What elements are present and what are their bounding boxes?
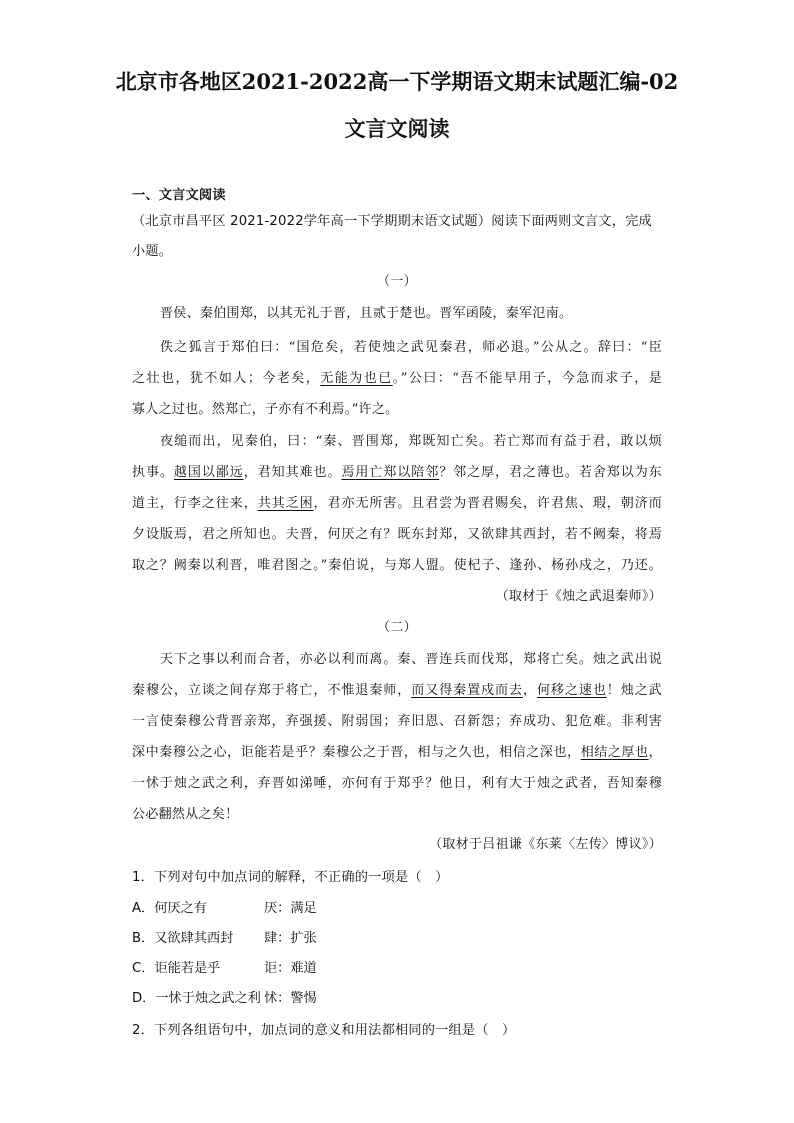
text-run: 之壮也，犹不如人；今老矣， xyxy=(132,371,321,386)
text-run: ， xyxy=(523,683,537,698)
passage1-paragraph2-line3: 寡人之过也。然郑亡，子亦有不利焉。”许之。 xyxy=(132,402,399,417)
option-gloss: 厌：满足 xyxy=(264,901,317,916)
passage1-source: （取材于《烛之武退秦师》） xyxy=(495,589,662,604)
text-run: ，君知其难也。 xyxy=(243,465,342,480)
passage2-line1: 天下之事以利而合者，亦必以利而离。秦、晋连兵而伐郑，郑将亡矣。烛之武出说 xyxy=(160,652,662,667)
underlined-phrase: 何移之速也 xyxy=(536,683,607,698)
option-sentence: C．讵能若是乎 xyxy=(132,961,221,976)
passage1-paragraph3-line1: 夜缒而出，见秦伯，曰：“秦、晋围郑，郑既知亡矣。若亡郑而有益于君，敢以烦 xyxy=(160,434,662,449)
passage2-line6: 公必翻然从之矣！ xyxy=(132,807,239,822)
question1-option-b xyxy=(132,929,317,949)
question1-option-a xyxy=(132,899,317,919)
question2-stem: 2．下列各组语句中，加点词的意义和用法都相同的一组是（ ） xyxy=(132,1023,516,1038)
section-intro-line2: 小题。 xyxy=(132,244,173,259)
section-intro-line1: （北京市昌平区 2021-2022学年高一下学期期末语文试题）阅读下面两则文言文，完成 xyxy=(132,214,652,229)
text-run: 秦穆公，立谈之间存郑于将亡，不惟退秦师， xyxy=(132,683,412,698)
passage1-paragraph3-line4: 夕设版焉，君之所知也。夫晋，何厌之有？既东封郑，又欲肆其西封，若不阙秦，将焉 xyxy=(132,527,662,542)
passage2-line5: 一怵于烛之武之利，弃晋如涕唾，亦何有于郑乎？他日，利有大于烛之武者，吾知秦穆 xyxy=(132,776,662,791)
underlined-phrase: 焉用亡郑以陪邻 xyxy=(341,465,440,480)
text-run: 道主，行李之往来， xyxy=(132,496,258,511)
option-sentence: B．又欲肆其西封 xyxy=(132,931,234,946)
passage2-line2 xyxy=(132,681,662,701)
passage2-source: （取材于吕祖谦《东莱〈左传〉博议》） xyxy=(429,837,662,852)
option-sentence: A．何厌之有 xyxy=(132,901,207,916)
passage1-paragraph1: 晋侯、秦伯围郑，以其无礼于晋，且贰于楚也。晋军函陵，秦军氾南。 xyxy=(160,306,573,321)
text-run: ？邻之厚，君之薄也。若舍郑以为东 xyxy=(439,465,662,480)
passage2-line3: 一言使秦穆公背晋亲郑，弃强援、附弱国；弃旧恩、召新怨；弃成功、犯危难。非利害 xyxy=(132,714,662,729)
option-gloss: 讵：难道 xyxy=(264,961,317,976)
question1-option-c xyxy=(132,959,317,979)
text-run: 执事。 xyxy=(132,465,174,480)
passage1-label: （一） xyxy=(377,274,417,289)
document-title-line1: 北京市各地区2021-2022高一下学期语文期末试题汇编-02 xyxy=(115,69,679,94)
option-gloss: 怵：警惕 xyxy=(264,991,317,1006)
text-run: ！烛之武 xyxy=(606,683,662,698)
passage1-paragraph3-line3 xyxy=(132,494,662,514)
question1-option-d xyxy=(132,989,317,1009)
underlined-phrase: 相结之厚也 xyxy=(580,745,649,760)
passage1-paragraph3-line2 xyxy=(132,463,662,483)
underlined-phrase: 而又得秦置戍而去 xyxy=(411,683,523,698)
passage1-paragraph2-line1: 佚之狐言于郑伯曰：“国危矣，若使烛之武见秦君，师必退。”公从之。辞曰：“臣 xyxy=(160,340,662,355)
passage1-paragraph2-line2 xyxy=(132,369,662,389)
text-run: 深中秦穆公之心，讵能若是乎？秦穆公之于晋，相与之久也，相信之深也， xyxy=(132,745,581,760)
question1-stem: 1．下列对句中加点词的解释，不正确的一项是（ ） xyxy=(132,870,449,885)
section-heading: 一、文言文阅读 xyxy=(132,188,226,203)
passage1-paragraph3-line5: 取之？阙秦以利晋，唯君图之。”秦伯说，与郑人盟。使杞子、逢孙、杨孙戍之，乃还。 xyxy=(132,558,662,573)
option-gloss: 肆：扩张 xyxy=(264,931,317,946)
text-run: 。”公曰：“吾不能早用子，今急而求子，是 xyxy=(392,371,662,386)
passage2-line4 xyxy=(132,743,662,763)
document-title-line2: 文言文阅读 xyxy=(344,116,450,141)
passage2-label: （二） xyxy=(377,620,417,635)
option-sentence: D．一怵于烛之武之利 xyxy=(132,991,261,1006)
text-run: ，君亦无所害。且君尝为晋君赐矣，许君焦、瑕，朝济而 xyxy=(313,496,662,511)
underlined-phrase: 共其乏困 xyxy=(257,496,314,511)
underlined-phrase: 越国以鄙远 xyxy=(173,465,244,480)
underlined-phrase: 无能为也已 xyxy=(320,371,393,386)
text-run: ， xyxy=(648,745,662,760)
